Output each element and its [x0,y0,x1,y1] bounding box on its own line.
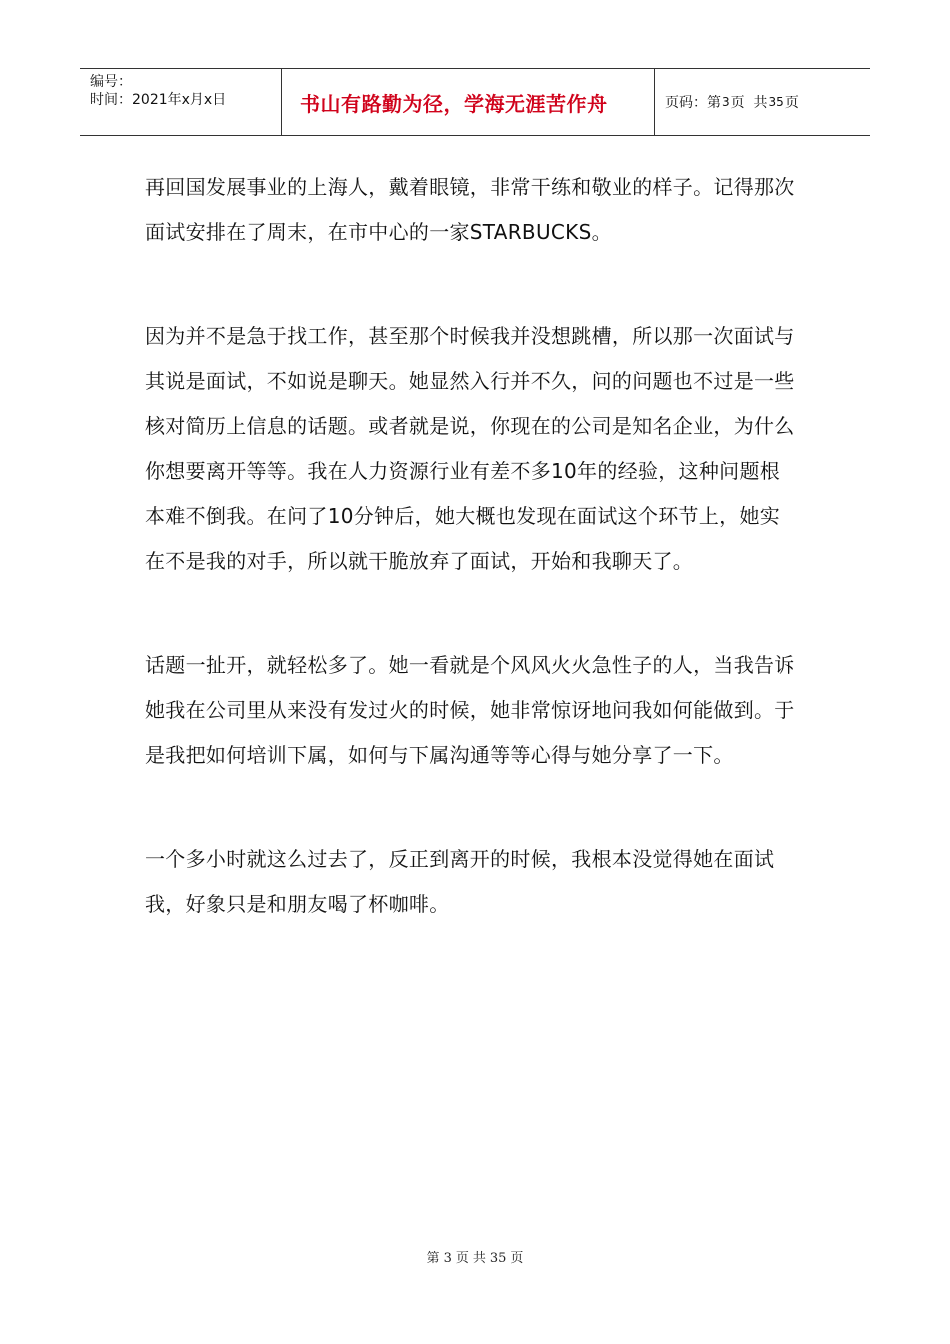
total-unit: 页 [784,95,799,111]
footer-unit: 页 [455,1251,469,1266]
document-body [145,165,795,986]
paragraph: 因为并不是急于找工作，甚至那个时候我并没想跳槽，所以那一次面试与其说是面试，不如说是聊天。她显然入行并不久，问的问题也不过是一些核对简历上信息的话题。或者就是说，你现在的公司是知名企业，为什么你想要离开等等。我在人力资源行业有差不多10年的经验，这种问题根本难不倒我。在问了10分钟后，她大概也发现在面试这个环节上，她实在不是我的对手，所以就干脆放弃了面试，开始和我聊天了。 [145,324,795,573]
footer-total-unit: 页 [510,1251,524,1266]
footer-prefix: 第 [426,1251,440,1266]
page-total: 35 [768,95,784,109]
header-page-info [655,69,870,135]
footer-total: 35 [489,1251,507,1266]
header-motto: 书山有路勤为径，学海无涯苦作舟 [300,91,608,116]
paragraph: 再回国发展事业的上海人，戴着眼镜，非常干练和敬业的样子。记得那次面试安排在了周末，在市中心的一家STARBUCKS。 [145,175,795,244]
page-label: 页码：第 [665,95,721,111]
paragraph: 一个多小时就这么过去了，反正到离开的时候，我根本没觉得她在面试我，好象只是和朋友喝了杯咖啡。 [145,847,775,916]
page-current: 3 [722,95,730,109]
page-header [80,68,870,136]
total-prefix: 共 [753,95,768,111]
paragraph: 话题一扯开，就轻松多了。她一看就是个风风火火急性子的人，当我告诉她我在公司里从来没有发过火的时候，她非常惊讶地问我如何能做到。于是我把如何培训下属，如何与下属沟通等等心得与她分享了一下。 [145,653,795,767]
doc-number-label: 编号： [90,74,132,90]
footer-current: 3 [443,1251,452,1266]
page-footer [0,1247,950,1266]
page-unit: 页 [730,95,745,111]
header-meta [80,69,282,135]
time-value: 2021年x月x日 [132,92,227,108]
doc-time [90,91,281,109]
footer-total-prefix: 共 [472,1251,486,1266]
time-label: 时间： [90,92,132,108]
header-motto-cell [282,69,655,135]
